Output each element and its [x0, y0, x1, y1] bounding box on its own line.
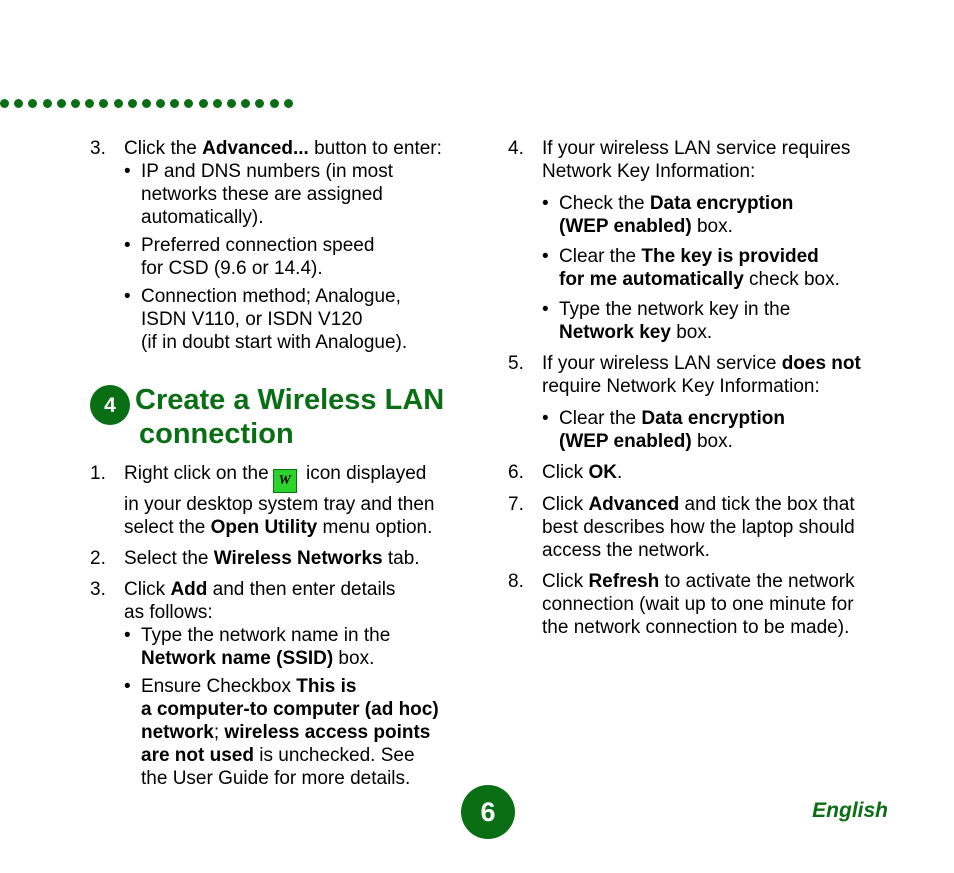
decorative-dot: [142, 99, 151, 108]
decorative-dot: [57, 99, 66, 108]
language-label: English: [812, 799, 888, 822]
text: for CSD (9.6 or 14.4).: [141, 258, 323, 279]
decorative-dot: [114, 99, 123, 108]
left-steps: [90, 462, 475, 790]
title-line: Create a Wireless LAN: [135, 384, 445, 416]
text: a computer-to computer (ad hoc): [141, 699, 439, 720]
advanced-button-label: Advanced...: [202, 138, 309, 159]
advanced-label: Advanced: [588, 494, 680, 515]
decorative-dot: [255, 99, 264, 108]
ssid-field-label: Network name (SSID): [141, 648, 334, 669]
step-6-ok: [508, 461, 908, 484]
text: Select the: [124, 548, 214, 569]
text: Type the network key in the: [559, 299, 791, 320]
text: Clear the: [559, 246, 642, 267]
text: Click: [124, 579, 171, 600]
step-7-advanced: [508, 493, 908, 562]
decorative-dot: [199, 99, 208, 108]
wireless-networks-label: Wireless Networks: [213, 548, 383, 569]
text: Click: [542, 494, 589, 515]
bullet-mark: •: [124, 235, 131, 256]
decorative-dot-row: [0, 99, 293, 111]
text: is unchecked. See: [253, 745, 415, 766]
text: Click the: [124, 138, 203, 159]
bullet-connection-speed: [124, 234, 475, 280]
step-number: 3.: [90, 138, 106, 159]
text: Ensure Checkbox: [141, 676, 297, 697]
decorative-dot: [241, 99, 250, 108]
text: Type the network name in the: [141, 625, 391, 646]
ok-label: OK: [588, 462, 617, 483]
step-4-network-key: [508, 137, 908, 344]
left-column: [90, 137, 475, 354]
bullet-clear-encryption: [542, 407, 908, 453]
step-2-select-tab: [90, 547, 475, 570]
text: are not used: [141, 745, 254, 766]
text: box.: [691, 431, 733, 452]
text: automatically).: [141, 207, 264, 228]
text: best describes how the laptop should: [542, 517, 855, 538]
decorative-dot: [14, 99, 23, 108]
text: This is: [296, 676, 357, 697]
decorative-dot: [284, 99, 293, 108]
text: select the: [124, 517, 211, 538]
section-number-badge: 4: [90, 385, 130, 425]
section-heading: [90, 383, 490, 451]
step-number: 8.: [508, 571, 524, 592]
text: menu option.: [317, 517, 433, 538]
text: networks these are assigned: [141, 184, 383, 205]
bullet-check-encryption: [542, 192, 908, 238]
text: (WEP enabled): [559, 431, 692, 452]
bullet-adhoc-checkbox: [124, 675, 475, 790]
text: (WEP enabled): [559, 216, 692, 237]
text: box.: [333, 648, 375, 669]
text: as follows:: [124, 602, 213, 623]
decorative-dot: [99, 99, 108, 108]
decorative-dot: [170, 99, 179, 108]
title-line: connection: [139, 418, 294, 450]
text: network: [141, 722, 214, 743]
step-8-refresh: [508, 570, 908, 639]
step-number: 4.: [508, 138, 524, 159]
step-3-add: [90, 578, 475, 790]
text: If your wireless LAN service: [542, 353, 782, 374]
step-number: 1.: [90, 463, 106, 484]
right-column: [508, 137, 908, 639]
text: for me automatically: [559, 269, 744, 290]
text: box.: [670, 322, 713, 343]
bullet-mark: •: [124, 676, 131, 697]
step-number: 5.: [508, 353, 524, 374]
text: Network Key Information:: [542, 161, 756, 182]
bullet-ip-dns: [124, 160, 475, 229]
decorative-dot: [227, 99, 236, 108]
text: wireless access points: [224, 722, 431, 743]
text: (if in doubt start with Analogue).: [141, 332, 408, 353]
step-1-right-click: [90, 462, 475, 539]
wireless-tray-icon: W: [273, 469, 297, 493]
step-number: 3.: [90, 579, 106, 600]
text: tab.: [382, 548, 420, 569]
decorative-dot: [0, 99, 9, 108]
text: Connection method; Analogue,: [141, 286, 401, 307]
text: check box.: [743, 269, 840, 290]
bullet-mark: •: [124, 625, 131, 646]
text: to activate the network: [659, 571, 855, 592]
page-number-badge: 6: [461, 785, 515, 839]
text: The key is provided: [641, 246, 819, 267]
decorative-dot: [156, 99, 165, 108]
text: If your wireless LAN service requires: [542, 138, 851, 159]
data-encryption-label: Data encryption: [649, 193, 794, 214]
bullet-mark: •: [124, 161, 131, 182]
bullet-mark: •: [542, 246, 549, 267]
text: Data encryption: [641, 408, 785, 429]
decorative-dot: [28, 99, 37, 108]
text: the User Guide for more details.: [141, 768, 411, 789]
refresh-label: Refresh: [588, 571, 660, 592]
text: Clear the: [559, 408, 642, 429]
text: Right click on the: [124, 463, 269, 484]
text: icon displayed: [300, 463, 427, 484]
section-title: [135, 383, 490, 451]
text: ISDN V110, or ISDN V120: [141, 309, 363, 330]
bullet-type-network-key: [542, 298, 908, 344]
bullet-mark: •: [124, 286, 131, 307]
decorative-dot: [213, 99, 222, 108]
text: ;: [213, 722, 225, 743]
text: box.: [691, 216, 733, 237]
text: the network connection to be made).: [542, 617, 850, 638]
decorative-dot: [71, 99, 80, 108]
bullet-mark: •: [542, 193, 549, 214]
decorative-dot: [85, 99, 94, 108]
text: and tick the box that: [679, 494, 855, 515]
text: and then enter details: [207, 579, 396, 600]
text: Check the: [559, 193, 650, 214]
bullet-connection-method: [124, 285, 475, 354]
bullet-clear-key-provided: [542, 245, 908, 291]
add-label: Add: [170, 579, 208, 600]
open-utility-label: Open Utility: [210, 517, 318, 538]
step-number: 2.: [90, 548, 106, 569]
step-3-advanced: [90, 137, 475, 354]
text: Click: [542, 462, 589, 483]
decorative-dot: [128, 99, 137, 108]
text: button to enter:: [308, 138, 442, 159]
text: in your desktop system tray and then: [124, 494, 435, 515]
text: connection (wait up to one minute for: [542, 594, 854, 615]
decorative-dot: [43, 99, 52, 108]
decorative-dot: [270, 99, 279, 108]
network-key-label: Network key: [559, 322, 671, 343]
text: Click: [542, 571, 589, 592]
text: .: [616, 462, 623, 483]
text: access the network.: [542, 540, 710, 561]
text: Preferred connection speed: [141, 235, 375, 256]
bullet-network-name: [124, 624, 475, 670]
text: IP and DNS numbers (in most: [141, 161, 394, 182]
step-number: 7.: [508, 494, 524, 515]
bullet-mark: •: [542, 408, 549, 429]
step-5-no-key: [508, 352, 908, 453]
text: require Network Key Information:: [542, 376, 820, 397]
decorative-dot: [184, 99, 193, 108]
text: does not: [781, 353, 861, 374]
step-number: 6.: [508, 462, 524, 483]
bullet-mark: •: [542, 299, 549, 320]
